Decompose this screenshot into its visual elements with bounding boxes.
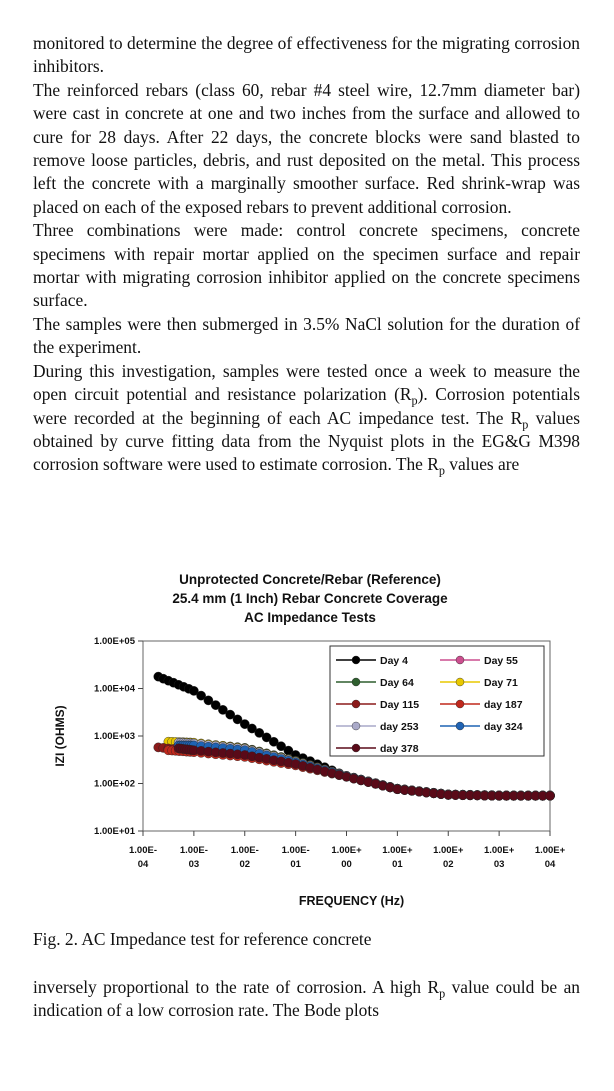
x-tick-label: 1.00E+: [382, 845, 413, 856]
paragraph: The reinforced rebars (class 60, rebar #4 steel wire, 12.7mm diameter bar) were cast in concrete at one and two inches from the surface and allowed to cure for 28 days. After 22 days, the concrete blocks were sand blasted to remove loose particles, debris, and rust deposited on the metal. This process left the concrete with a marginally smoother surface. Red shrink-wrap was placed on each of the exposed rebars to prevent additional corrosion.: [33, 79, 580, 217]
x-tick-label: 1.00E-: [179, 845, 208, 856]
subscript: p: [522, 416, 529, 431]
legend-marker: [456, 656, 464, 664]
chart-title: Unprotected Concrete/Rebar (Reference): [179, 572, 441, 587]
subscript: p: [439, 986, 446, 1001]
legend-label: Day 71: [484, 677, 518, 689]
legend-label: day 324: [484, 721, 523, 733]
y-tick-label: 1.00E+04: [94, 683, 135, 695]
text-run: ). Corrosion potentials were recorded at the beginning of each AC impedance test. The R: [33, 384, 580, 428]
text-run: During this investigation, samples were tested once a week to measure the open circuit potential and resistance polarization (R: [33, 360, 580, 405]
x-tick-label: 1.00E+: [483, 845, 515, 856]
legend-marker: [352, 678, 360, 686]
y-tick-label: 1.00E+05: [94, 636, 135, 647]
paragraph: monitored to determine the degree of effectiveness for the migrating corrosion inhibitors.: [33, 33, 580, 77]
legend-marker: [352, 700, 360, 708]
x-tick-label: 04: [137, 859, 149, 870]
body-text-top: [33, 32, 580, 477]
x-tick-label: 1.00E+: [534, 845, 566, 856]
legend-label: Day 55: [484, 655, 518, 667]
legend-label: day 187: [484, 699, 523, 711]
x-tick-label: 00: [341, 859, 352, 870]
x-tick-label: 01: [290, 859, 301, 870]
x-tick-label: 1.00E-: [129, 845, 157, 856]
paragraph: The samples were then submerged in 3.5% NaCl solution for the duration of the experiment.: [33, 313, 580, 358]
x-tick-label: 1.00E-: [230, 845, 259, 856]
legend-label: Day 4: [380, 655, 409, 667]
subscript: p: [438, 463, 445, 478]
text-run: inversely proportional to the rate of corrosion. A high R: [33, 977, 440, 997]
x-tick-label: 01: [392, 859, 403, 870]
subscript: p: [411, 393, 418, 408]
legend-marker: [352, 744, 360, 752]
x-tick-label: 03: [188, 859, 200, 870]
paragraph-bottom: [33, 976, 580, 1023]
series-marker: [545, 791, 554, 800]
x-tick-label: 1.00E-: [281, 845, 310, 856]
legend-label: day 378: [380, 743, 419, 755]
figure-2: [40, 566, 580, 916]
x-tick-label: 1.00E+: [331, 845, 362, 856]
paragraph: Three combinations were made: control concrete specimens, concrete specimens with repair mortar applied on the specimen surface and repair mortar with migrating corrosion inhibitor applied on the concrete specimens surface.: [33, 220, 580, 311]
y-tick-label: 1.00E+01: [94, 826, 135, 837]
legend-marker: [352, 656, 360, 664]
y-tick-label: 1.00E+03: [94, 731, 135, 742]
x-tick-label: 02: [239, 859, 251, 870]
legend-label: Day 115: [380, 699, 420, 711]
x-axis-title: FREQUENCY (Hz): [298, 894, 405, 908]
y-axis-title: IZI (OHMS): [53, 705, 67, 767]
text-run: values are: [444, 454, 520, 475]
text-run: value could be an indication of a low corrosion rate. The Bode plots: [33, 977, 580, 1021]
body-text-bottom: [33, 976, 580, 1023]
y-tick-label: 1.00E+02: [94, 778, 135, 790]
legend-marker: [456, 722, 464, 730]
x-tick-label: 03: [493, 859, 505, 870]
chart-title: AC Impedance Tests: [244, 610, 376, 625]
paragraph-rp: [33, 360, 580, 477]
legend-marker: [352, 722, 360, 730]
text-run: values obtained by curve fitting data from the Nyquist plots in the EG&G M398 corrosion software were used to estimate corrosion. The R: [33, 407, 580, 475]
legend-marker: [456, 678, 464, 686]
chart-title: 25.4 mm (1 Inch) Rebar Concrete Coverage: [172, 591, 448, 606]
impedance-chart: [40, 566, 580, 916]
legend-label: Day 64: [380, 677, 414, 689]
figure-caption: Fig. 2. AC Impedance test for reference concrete: [33, 929, 372, 949]
legend-marker: [456, 700, 464, 708]
x-tick-label: 1.00E+: [433, 845, 464, 856]
x-tick-label: 04: [544, 859, 556, 870]
x-tick-label: 02: [442, 859, 454, 870]
legend-label: day 253: [380, 721, 419, 733]
